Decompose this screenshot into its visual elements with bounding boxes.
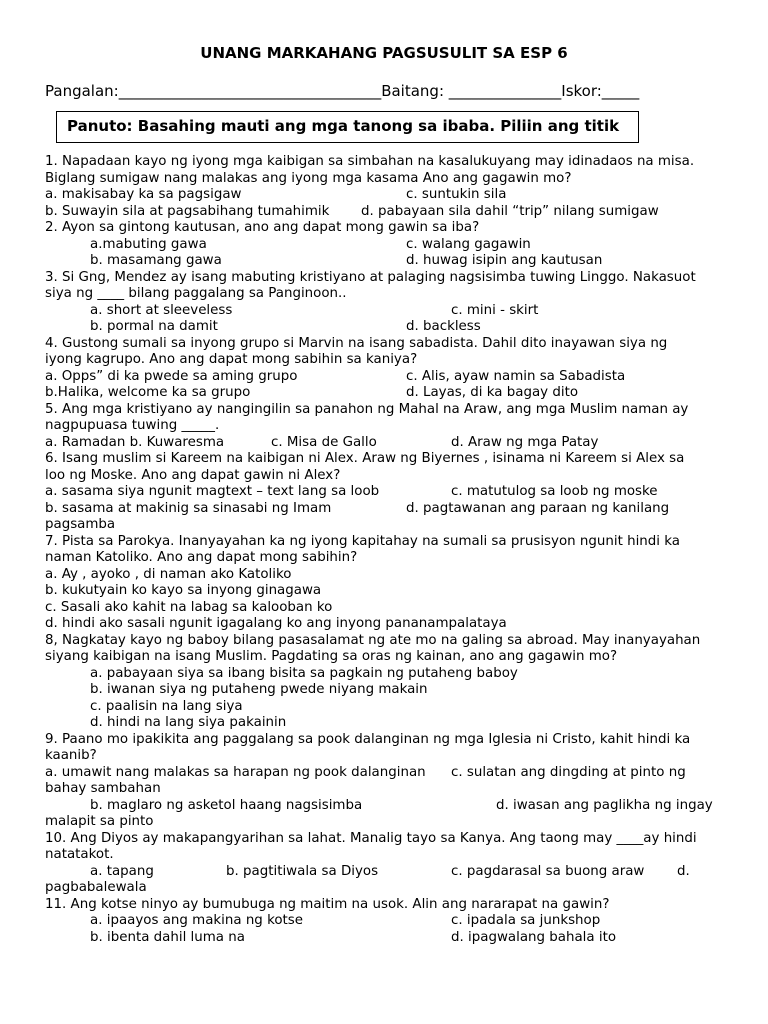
question-line: 5. Ang mga kristiyano ay nangingilin sa panahon ng Mahal na Araw, ang mga Muslim naman ay — [45, 401, 689, 417]
question-line: natatakot. — [45, 847, 114, 862]
question-line: c. pagdarasal sa buong araw — [451, 863, 645, 879]
question-line: d. hindi ako sasali ngunit igagalang ko ang inyong pananampalataya — [45, 616, 507, 631]
question-line: 8, Nagkatay kayo ng baboy bilang pasasalamat ng ate mo na galing sa abroad. May inanyayahan — [45, 632, 701, 648]
question-line: b.Halika, welcome ka sa grupo — [45, 385, 251, 400]
question-line: b. ibenta dahil luma na — [90, 929, 245, 945]
question-line: d. — [677, 863, 690, 879]
question-line: d. pabayaan sila dahil “trip” nilang sumigaw — [361, 203, 659, 219]
question-line: 3. Si Gng, Mendez ay isang mabuting kristiyano at palaging nagsisimba tuwing Linggo. Nakasuot — [45, 269, 696, 285]
question-line: c. walang gagawin — [406, 236, 531, 252]
question-line: d. huwag isipin ang kautusan — [406, 253, 603, 268]
question-line: b. masamang gawa — [90, 253, 222, 268]
question-line: 2. Ayon sa gintong kautusan, ano ang dapat mong gawin sa iba? — [45, 220, 480, 235]
instructions-text: Panuto: Basahing mauti ang mga tanong sa ibaba. Piliin ang titik — [67, 117, 620, 135]
student-info-line: Pangalan:___________________________________Baitang: _______________Iskor:_____ — [45, 82, 640, 100]
question-line: malapit sa pinto — [45, 814, 154, 829]
question-line: 4. Gustong sumali sa inyong grupo si Marvin na isang sabadista. Dahil dito inayawan siya ng — [45, 335, 668, 351]
question-line: a. tapang — [90, 863, 154, 879]
question-line: iyong kagrupo. Ano ang dapat mong sabihin sa kaniya? — [45, 352, 418, 367]
question-line: a. Ramadan b. Kuwaresma — [45, 434, 225, 450]
instructions-box — [56, 111, 639, 143]
question-line: b. Suwayin sila at pagsabihang tumahimik — [45, 203, 330, 219]
question-line: a. ipaayos ang makina ng kotse — [90, 913, 304, 928]
question-line: 7. Pista sa Parokya. Inanyayahan ka ng iyong kapitahay na sumali sa prusisyon ngunit hindi ka — [45, 533, 680, 549]
question-line: c. Alis, ayaw namin sa Sabadista — [406, 368, 626, 384]
question-line: bahay sambahan — [45, 781, 161, 796]
question-line: loo ng Moske. Ano ang dapat gawin ni Alex? — [45, 467, 341, 483]
question-line: c. ipadala sa junkshop — [451, 913, 601, 928]
question-line: c. mini - skirt — [451, 302, 539, 318]
question-line: pagbabalewala — [45, 880, 147, 895]
question-line: siya ng ____ bilang paggalang sa Panginoon.. — [45, 286, 347, 301]
question-line: c. sulatan ang dingding at pinto ng — [451, 764, 686, 780]
question-line: d. Layas, di ka bagay dito — [406, 385, 579, 400]
question-line: d. pagtawanan ang paraan ng kanilang — [406, 500, 670, 516]
question-line: c. matutulog sa loob ng moske — [451, 484, 658, 499]
question-line: nagpupuasa tuwing _____. — [45, 418, 220, 433]
question-line: d. backless — [406, 319, 481, 334]
question-line: a. makisabay ka sa pagsigaw — [45, 187, 242, 202]
question-line: c. Sasali ako kahit na labag sa kalooban ko — [45, 599, 333, 615]
question-line: siyang kaibigan na isang Muslim. Pagdating sa oras ng kainan, ano ang gagawin mo? — [45, 649, 618, 664]
question-line: 10. Ang Diyos ay makapangyarihan sa lahat. Manalig tayo sa Kanya. Ang taong may ____ay hindi — [45, 830, 697, 846]
question-line: b. pormal na damit — [90, 319, 218, 334]
question-line: a. short at sleeveless — [90, 302, 233, 318]
question-line: b. kukutyain ko kayo sa inyong ginagawa — [45, 583, 322, 598]
question-line: d. Araw ng mga Patay — [451, 434, 599, 450]
question-line: b. maglaro ng asketol haang nagsisimba — [90, 797, 363, 813]
question-line: 6. Isang muslim si Kareem na kaibigan ni Alex. Araw ng Biyernes , isinama ni Kareem si Alex sa — [45, 451, 685, 466]
question-line: a. sasama siya ngunit magtext – text lang sa loob — [45, 484, 380, 499]
question-line: b. sasama at makinig sa sinasabi ng Imam — [45, 500, 332, 516]
question-line: naman Katoliko. Ano ang dapat mong sabihin? — [45, 550, 358, 565]
question-line: c. paalisin na lang siya — [90, 698, 243, 714]
question-line: Biglang sumigaw nang malakas ang iyong mga kasama Ano ang gagawin mo? — [45, 170, 572, 186]
question-line: 11. Ang kotse ninyo ay bumubuga ng maitim na usok. Alin ang nararapat na gawin? — [45, 896, 610, 912]
question-line: kaanib? — [45, 748, 97, 763]
question-line: a.mabuting gawa — [90, 236, 207, 252]
question-line: c. suntukin sila — [406, 187, 507, 202]
exam-title: UNANG MARKAHANG PAGSUSULIT SA ESP 6 — [200, 44, 568, 62]
question-line: pagsamba — [45, 517, 116, 532]
question-line: a. Opps” di ka pwede sa aming grupo — [45, 368, 298, 384]
question-line: d. hindi na lang siya pakainin — [90, 715, 287, 730]
question-line: b. iwanan siya ng putaheng pwede niyang makain — [90, 682, 428, 697]
question-line: a. Ay , ayoko , di naman ako Katoliko — [45, 566, 292, 582]
question-line: a. umawit nang malakas sa harapan ng pook dalanginan — [45, 764, 426, 780]
question-line: c. Misa de Gallo — [271, 434, 377, 450]
question-line: 9. Paano mo ipakikita ang paggalang sa pook dalanginan ng mga Iglesia ni Cristo, kahit hindi ka — [45, 731, 691, 747]
question-line: b. pagtitiwala sa Diyos — [226, 863, 379, 879]
question-line: a. pabayaan siya sa ibang bisita sa pagkain ng putaheng baboy — [90, 665, 518, 681]
question-line: d. ipagwalang bahala ito — [451, 929, 617, 945]
question-line: d. iwasan ang paglikha ng ingay — [496, 797, 713, 813]
question-line: 1. Napadaan kayo ng iyong mga kaibigan sa simbahan na kasalukuyang may idinadaos na misa. — [45, 154, 695, 169]
